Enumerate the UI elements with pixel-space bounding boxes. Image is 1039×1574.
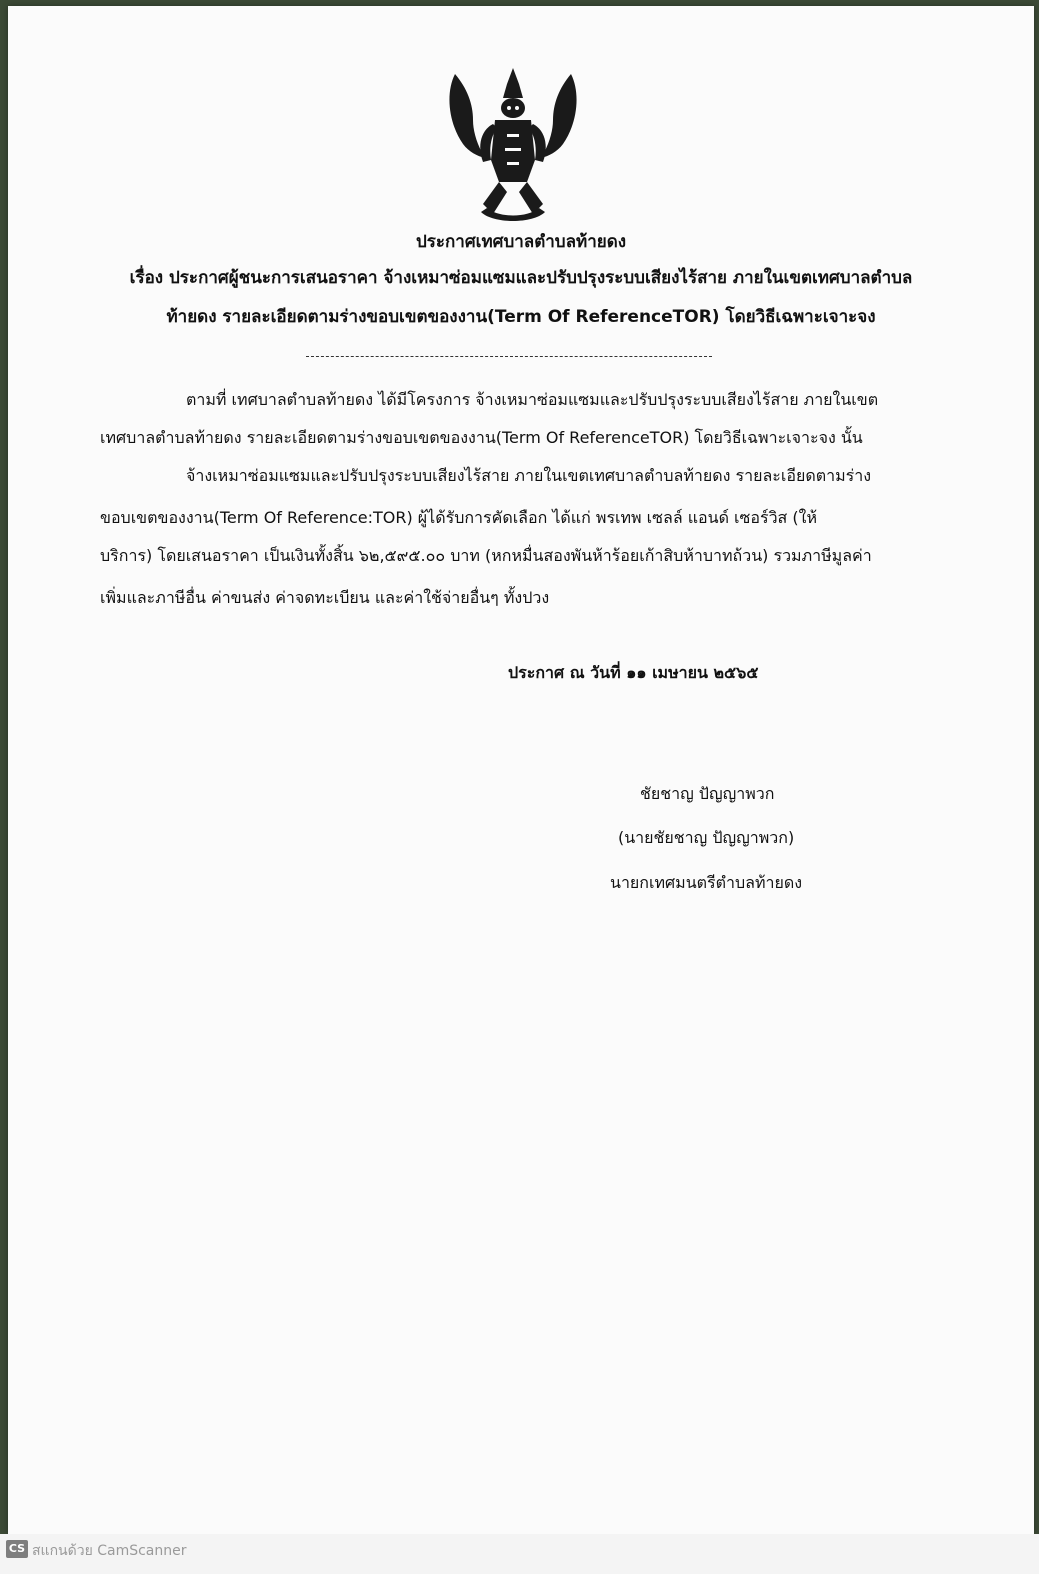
- divider: [306, 356, 712, 357]
- body-line: เทศบาลตำบลท้ายดง รายละเอียดตามร่างขอบเขตของงาน(Term Of ReferenceTOR) โดยวิธีเฉพาะเจาะจง นั้น: [100, 428, 863, 447]
- garuda-emblem-icon: [443, 64, 583, 224]
- camscanner-watermark: สแกนด้วย CamScanner: [32, 1543, 187, 1559]
- signature-position: นายกเทศมนตรีตำบลท้ายดง: [610, 873, 803, 892]
- body-line: บริการ) โดยเสนอราคา เป็นเงินทั้งสิ้น ๖๒,๕๙๕.๐๐ บาท (หกหมื่นสองพันห้าร้อยเก้าสิบห้าบาทถ้วน) รวมภาษีมูลค่า: [100, 546, 872, 565]
- date-line: ประกาศ ณ วันที่ ๑๑ เมษายน ๒๕๖๕: [508, 663, 759, 682]
- camscanner-logo-icon: CS: [6, 1540, 28, 1558]
- body-line: ตามที่ เทศบาลตำบลท้ายดง ได้มีโครงการ จ้างเหมาซ่อมแซมและปรับปรุงระบบเสียงไร้สาย ภายในเขต: [186, 390, 879, 409]
- body-line: ขอบเขตของงาน(Term Of Reference:TOR) ผู้ได้รับการคัดเลือก ได้แก่ พรเทพ เซลล์ แอนด์ เซอร์วิส (ให้: [100, 508, 818, 527]
- signature-name: ชัยชาญ ปัญญาพวก: [640, 784, 775, 803]
- signature-full-name: (นายชัยชาญ ปัญญาพวก): [618, 828, 795, 847]
- header-title: ประกาศเทศบาลตำบลท้ายดง: [415, 232, 627, 252]
- document-page: [8, 6, 1034, 1534]
- body-line: จ้างเหมาซ่อมแซมและปรับปรุงระบบเสียงไร้สาย ภายในเขตเทศบาลตำบลท้ายดง รายละเอียดตามร่าง: [186, 466, 872, 485]
- subject-line-2: ท้ายดง รายละเอียดตามร่างขอบเขตของงาน(Term Of ReferenceTOR) โดยวิธีเฉพาะเจาะจง: [166, 307, 876, 327]
- body-line: เพิ่มและภาษีอื่น ค่าขนส่ง ค่าจดทะเบียน และค่าใช้จ่ายอื่นๆ ทั้งปวง: [100, 588, 550, 607]
- subject-line-1: เรื่อง ประกาศผู้ชนะการเสนอราคา จ้างเหมาซ่อมแซมและปรับปรุงระบบเสียงไร้สาย ภายในเขตเทศบาลตำบล: [129, 268, 913, 288]
